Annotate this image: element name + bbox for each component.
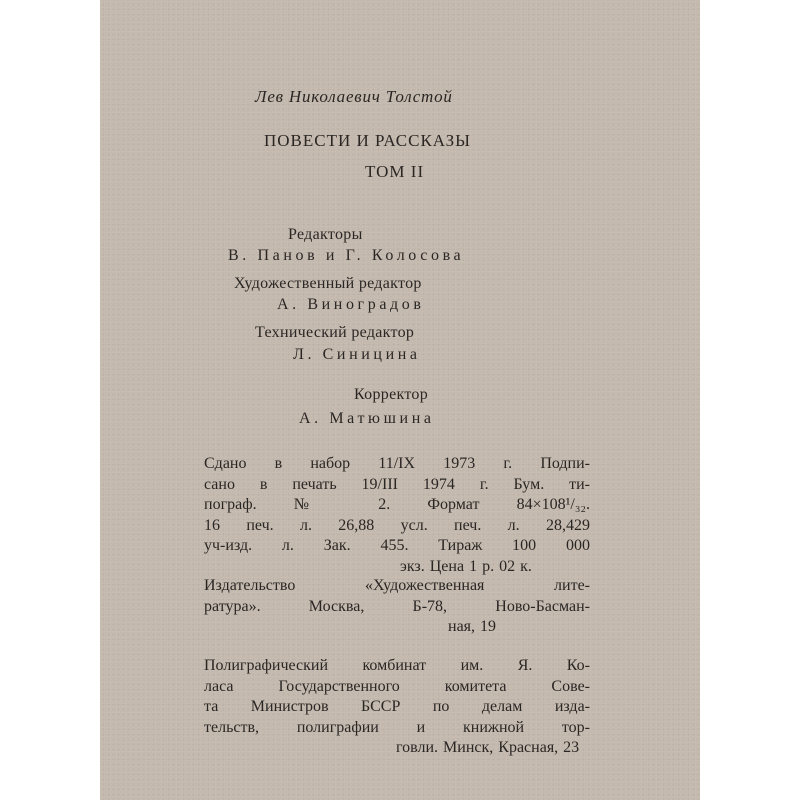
printer-line: ласа Государственного комитета Сове-	[204, 677, 590, 695]
proofreader-label: Корректор	[354, 386, 429, 403]
publisher-line: Издательство «Художественная лите-	[204, 577, 590, 594]
tech-editor-label: Технический редактор	[255, 324, 415, 341]
art-editor-name: А. Виноградов	[277, 296, 425, 313]
book-title: ПОВЕСТИ И РАССКАЗЫ	[264, 131, 471, 150]
print-details-line: пограф. № 2. Формат 84×108¹/₃₂.	[204, 496, 590, 513]
print-details	[204, 454, 590, 577]
tech-editor-name: Л. Синицина	[293, 346, 421, 363]
editors-label: Редакторы	[288, 226, 363, 243]
print-details-line: Сдано в набор 11/IX 1973 г. Подпи-	[204, 455, 590, 472]
book-page	[100, 0, 700, 800]
proofreader-name: А. Матюшина	[299, 410, 435, 427]
printer-line: говли. Минск, Красная, 23	[396, 739, 580, 756]
publisher-line: ная, 19	[448, 618, 497, 635]
editors-names: В. Панов и Г. Колосова	[228, 247, 465, 264]
print-details-line: уч-изд. л. Зак. 455. Тираж 100 000	[204, 537, 590, 554]
art-editor-label: Художественный редактор	[234, 275, 422, 292]
author-name: Лев Николаевич Толстой	[255, 87, 453, 106]
printer-info	[204, 656, 590, 759]
publisher-info	[204, 576, 590, 638]
printer-line: та Министров БССР по делам изда-	[204, 698, 590, 715]
print-details-line: 16 печ. л. 26,88 усл. печ. л. 28,429	[204, 516, 590, 534]
publisher-line: ратура». Москва, Б-78, Ново-Басман-	[204, 597, 590, 615]
print-details-line: сано в печать 19/III 1974 г. Бум. ти-	[204, 475, 590, 493]
printer-line: Полиграфический комбинат им. Я. Ко-	[204, 657, 590, 674]
printer-line: тельств, полиграфии и книжной тор-	[204, 718, 590, 736]
print-details-line: экз. Цена 1 р. 02 к.	[400, 557, 532, 575]
volume-number: ТОМ II	[365, 162, 425, 181]
